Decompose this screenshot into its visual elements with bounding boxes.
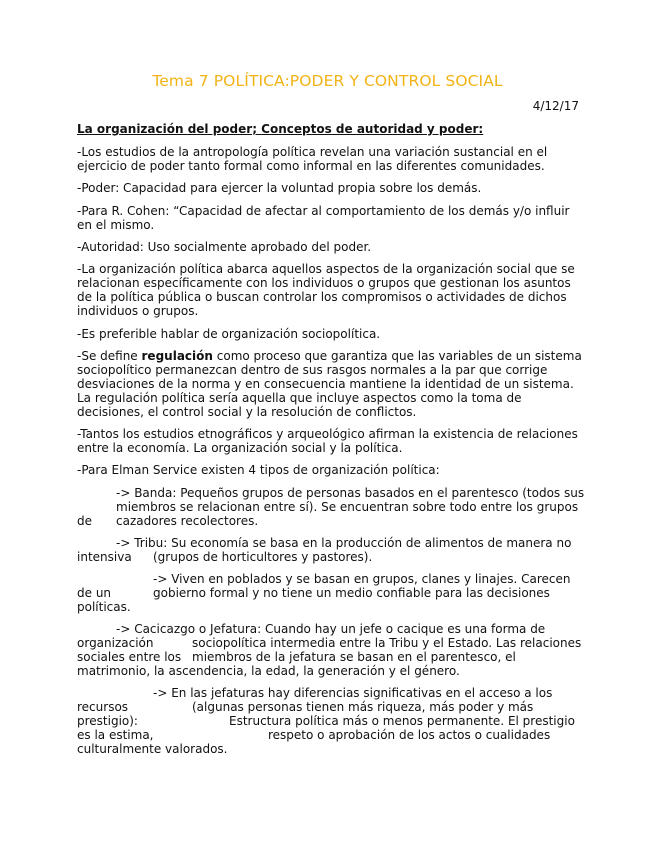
paragraph-line: -> Banda: Pequeños grupos de personas basados en el parentesco (todos sus bbox=[116, 486, 585, 500]
paragraph-line: respeto o aprobación de los actos o cualidades bbox=[268, 728, 551, 742]
paragraph-line: miembros se relacionan entre sí). Se encuentran sobre todo entre los grupos bbox=[116, 500, 579, 514]
paragraph-line: -> En las jefaturas hay diferencias significativas en el acceso a los bbox=[153, 686, 553, 700]
paragraph-line: prestigio): bbox=[77, 714, 138, 728]
paragraph-line: culturalmente valorados. bbox=[77, 742, 228, 756]
paragraph-line: decisiones, el control social y la resolución de conflictos. bbox=[77, 405, 417, 419]
paragraph-line: matrimonio, la ascendencia, la edad, la generación y el género. bbox=[77, 664, 460, 678]
section-heading: La organización del poder; Conceptos de autoridad y poder: bbox=[77, 122, 484, 136]
document-title: Tema 7 POLÍTICA:PODER Y CONTROL SOCIAL bbox=[152, 72, 503, 90]
paragraph-line: relacionan específicamente con los individuos o grupos que gestionan los asuntos bbox=[77, 276, 571, 290]
paragraph-line: gobierno formal y no tiene un medio confiable para las decisiones bbox=[153, 586, 550, 600]
paragraph-line: -> Cacicazgo o Jefatura: Cuando hay un jefe o cacique es una forma de bbox=[116, 622, 546, 636]
paragraph-line: Estructura política más o menos permanente. El prestigio bbox=[229, 714, 575, 728]
paragraph-line: -Autoridad: Uso socialmente aprobado del poder. bbox=[77, 240, 372, 254]
paragraph-line: sociopolítico permanezcan dentro de sus rasgos normales a la par que corrige bbox=[77, 363, 548, 377]
document-date: 4/12/17 bbox=[532, 99, 579, 113]
paragraph-line: (grupos de horticultores y pastores). bbox=[153, 550, 373, 564]
paragraph-line: miembros de la jefatura se basan en el parentesco, el bbox=[192, 650, 516, 664]
paragraph-line: recursos bbox=[77, 700, 129, 714]
paragraph-line: -Tantos los estudios etnográficos y arqueológico afirman la existencia de relaciones bbox=[77, 427, 578, 441]
paragraph-line: -> Viven en poblados y se basan en grupos, clanes y linajes. Carecen bbox=[153, 572, 571, 586]
paragraph-line: cazadores recolectores. bbox=[116, 514, 259, 528]
paragraph-line: La regulación política sería aquella que incluye aspectos como la toma de bbox=[77, 391, 522, 405]
paragraph-line: políticas. bbox=[77, 600, 131, 614]
paragraph-line: sociopolítica intermedia entre la Tribu y el Estado. Las relaciones bbox=[192, 636, 582, 650]
paragraph-line: ejercicio de poder tanto formal como informal en las diferentes comunidades. bbox=[77, 159, 545, 173]
paragraph-line: (algunas personas tienen más riqueza, más poder y más bbox=[192, 700, 534, 714]
paragraph-line: individuos o grupos. bbox=[77, 304, 199, 318]
paragraph-line: de la política pública o buscan controlar los compromisos o actividades de dichos bbox=[77, 290, 567, 304]
paragraph-line: de bbox=[77, 514, 92, 528]
text-run: -Se define bbox=[77, 349, 142, 363]
paragraph-line: desviaciones de la norma y en consecuencia mantiene la identidad de un sistema. bbox=[77, 377, 574, 391]
paragraph-line: -Para R. Cohen: “Capacidad de afectar al comportamiento de los demás y/o influir bbox=[77, 204, 570, 218]
paragraph-line: sociales entre los bbox=[77, 650, 182, 664]
paragraph-line: -Para Elman Service existen 4 tipos de organización política: bbox=[77, 463, 440, 477]
paragraph-line bbox=[77, 349, 582, 363]
paragraph-line: -La organización política abarca aquellos aspectos de la organización social que se bbox=[77, 262, 575, 276]
paragraph-line: -> Tribu: Su economía se basa en la producción de alimentos de manera no bbox=[116, 536, 572, 550]
paragraph-line: -Los estudios de la antropología política revelan una variación sustancial en el bbox=[77, 145, 548, 159]
paragraph-line: en el mismo. bbox=[77, 218, 155, 232]
paragraph-line: intensiva bbox=[77, 550, 132, 564]
paragraph-line: -Poder: Capacidad para ejercer la voluntad propia sobre los demás. bbox=[77, 181, 482, 195]
paragraph-line: es la estima, bbox=[77, 728, 154, 742]
paragraph-line: entre la economía. La organización social y la política. bbox=[77, 441, 403, 455]
paragraph-line: de un bbox=[77, 586, 112, 600]
paragraph-line: -Es preferible hablar de organización sociopolítica. bbox=[77, 327, 381, 341]
paragraph-line: organización bbox=[77, 636, 154, 650]
bold-term: regulación bbox=[141, 349, 213, 363]
text-run: como proceso que garantiza que las variables de un sistema bbox=[212, 349, 582, 363]
